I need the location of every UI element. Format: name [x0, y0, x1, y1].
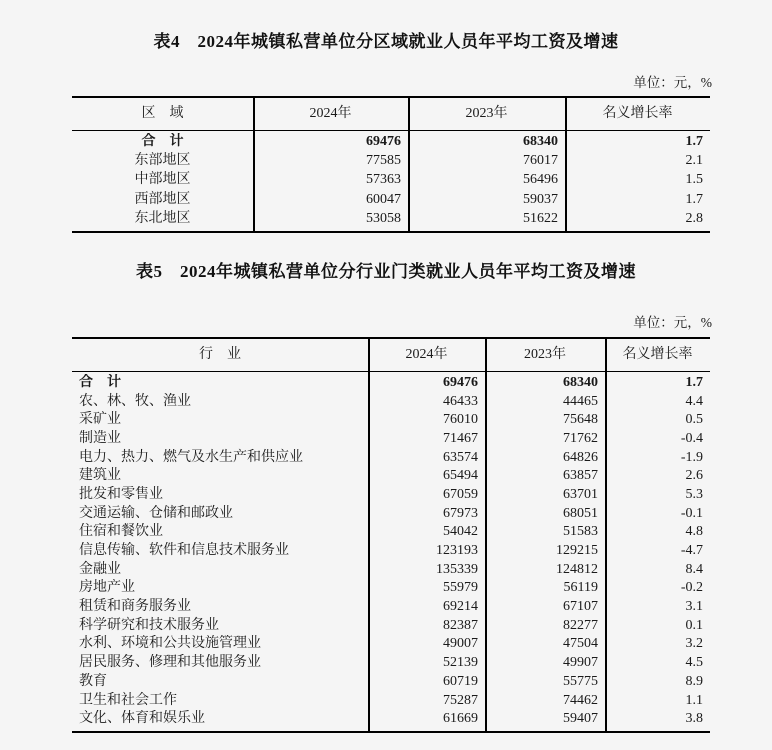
row-label: 金融业 [79, 561, 121, 577]
row-label: 批发和零售业 [79, 486, 163, 502]
row-label: 教育 [79, 673, 107, 689]
column-divider [605, 339, 607, 731]
cell-2024: 135339 [436, 561, 478, 577]
cell-growth: 3.8 [685, 711, 703, 727]
table-header-row [72, 339, 710, 372]
cell-growth: 1.7 [685, 191, 703, 207]
cell-2024: 123193 [436, 543, 478, 559]
row-label: 制造业 [79, 430, 121, 446]
cell-growth: -0.4 [680, 430, 703, 446]
row-label: 合 计 [141, 134, 184, 150]
table-row [72, 542, 710, 561]
cell-2023: 44465 [563, 393, 598, 409]
cell-2024: 75287 [443, 692, 478, 708]
table5-industry-wage-table [72, 337, 710, 733]
cell-2024: 57363 [366, 172, 401, 188]
cell-growth: -4.7 [680, 543, 703, 559]
table-header-row [72, 98, 710, 131]
cell-growth: 1.1 [685, 692, 703, 708]
row-label: 居民服务、修理和其他服务业 [79, 655, 261, 671]
cell-2023: 51583 [563, 524, 598, 540]
table-row [72, 504, 710, 523]
cell-2023: 63701 [563, 486, 598, 502]
row-label: 采矿业 [79, 412, 121, 428]
cell-2023: 68340 [523, 134, 558, 150]
cell-2024: 65494 [443, 468, 478, 484]
cell-2024: 46433 [443, 393, 478, 409]
cell-growth: 5.3 [685, 486, 703, 502]
cell-2023: 67107 [563, 599, 598, 615]
row-label: 合 计 [79, 374, 121, 390]
cell-2024: 61669 [443, 711, 478, 727]
row-label: 租赁和商务服务业 [79, 599, 191, 615]
table5-title: 表5 2024年城镇私营单位分行业门类就业人员年平均工资及增速 [136, 262, 636, 281]
cell-2024: 69476 [366, 134, 401, 150]
cell-growth: 3.2 [685, 636, 703, 652]
cell-2024: 63574 [443, 449, 478, 465]
cell-growth: 0.1 [685, 617, 703, 633]
table-row [72, 374, 710, 393]
row-label: 信息传输、软件和信息技术服务业 [79, 543, 289, 559]
table-row [72, 467, 710, 486]
table-row [72, 598, 710, 617]
column-header-2: 2023年 [524, 347, 566, 362]
table-row [72, 152, 710, 171]
table-row [72, 190, 710, 209]
cell-2024: 71467 [443, 430, 478, 446]
cell-2023: 64826 [563, 449, 598, 465]
table-row [72, 209, 710, 228]
cell-growth: 4.8 [685, 524, 703, 540]
column-divider [408, 98, 410, 231]
cell-2023: 56496 [523, 172, 558, 188]
cell-growth: 8.4 [685, 561, 703, 577]
row-label: 文化、体育和娱乐业 [79, 711, 205, 727]
table-row [72, 448, 710, 467]
row-label: 住宿和餐饮业 [79, 524, 163, 540]
cell-2024: 69214 [443, 599, 478, 615]
cell-growth: 3.1 [685, 599, 703, 615]
column-header-1: 2024年 [309, 106, 352, 121]
cell-growth: 8.9 [685, 673, 703, 689]
cell-growth: 4.4 [685, 393, 703, 409]
cell-2023: 56119 [563, 580, 598, 596]
cell-2023: 82277 [563, 617, 598, 633]
cell-2023: 55775 [563, 673, 598, 689]
table-body [72, 131, 710, 231]
cell-2023: 76017 [523, 153, 558, 169]
table-row [72, 710, 710, 729]
cell-growth: 4.5 [685, 655, 703, 671]
cell-2024: 52139 [443, 655, 478, 671]
table5-unit-label: 单位：元，% [633, 315, 712, 330]
table4-region-wage-table [72, 96, 710, 233]
row-label: 房地产业 [79, 580, 135, 596]
cell-2024: 53058 [366, 210, 401, 226]
cell-2024: 55979 [443, 580, 478, 596]
cell-2024: 67059 [443, 486, 478, 502]
cell-2024: 82387 [443, 617, 478, 633]
row-label: 中部地区 [134, 172, 191, 188]
cell-2024: 77585 [366, 153, 401, 169]
column-header-2: 2023年 [465, 106, 508, 121]
table4-unit-label: 单位：元，% [633, 75, 712, 90]
column-divider [485, 339, 487, 731]
cell-2023: 59407 [563, 711, 598, 727]
table-row [72, 523, 710, 542]
column-header-0: 行 业 [199, 347, 241, 362]
column-divider [565, 98, 567, 231]
cell-growth: -0.2 [680, 580, 703, 596]
cell-2024: 60719 [443, 673, 478, 689]
table-row [72, 691, 710, 710]
cell-growth: -1.9 [680, 449, 703, 465]
row-label: 交通运输、仓储和邮政业 [79, 505, 233, 521]
cell-growth: 2.8 [685, 210, 703, 226]
table-row [72, 430, 710, 449]
column-header-0: 区 域 [141, 106, 184, 121]
column-divider [368, 339, 370, 731]
cell-2024: 69476 [443, 374, 478, 390]
table-row [72, 654, 710, 673]
cell-2023: 75648 [563, 412, 598, 428]
column-header-3: 名义增长率 [622, 347, 693, 362]
cell-2023: 74462 [563, 692, 598, 708]
table-row [72, 411, 710, 430]
cell-2024: 60047 [366, 191, 401, 207]
table-row [72, 486, 710, 505]
column-divider [253, 98, 255, 231]
table-row [72, 133, 710, 152]
row-label: 西部地区 [134, 191, 191, 207]
cell-2023: 49907 [563, 655, 598, 671]
cell-2023: 124812 [556, 561, 598, 577]
cell-growth: -0.1 [680, 505, 703, 521]
row-label: 建筑业 [79, 468, 121, 484]
cell-2023: 68051 [563, 505, 598, 521]
cell-2023: 59037 [523, 191, 558, 207]
cell-2023: 63857 [563, 468, 598, 484]
table-row [72, 560, 710, 579]
row-label: 东部地区 [134, 153, 191, 169]
cell-growth: 1.7 [685, 374, 703, 390]
column-header-3: 名义增长率 [602, 106, 673, 121]
table-row [72, 616, 710, 635]
table-row [72, 171, 710, 190]
cell-2023: 71762 [563, 430, 598, 446]
cell-2023: 47504 [563, 636, 598, 652]
column-header-1: 2024年 [405, 347, 448, 362]
table-row [72, 635, 710, 654]
table-body [72, 372, 710, 731]
cell-growth: 1.5 [685, 172, 703, 188]
row-label: 科学研究和技术服务业 [79, 617, 219, 633]
cell-2024: 67973 [443, 505, 478, 521]
table-row [72, 579, 710, 598]
cell-growth: 1.7 [685, 134, 703, 150]
cell-2024: 54042 [443, 524, 478, 540]
row-label: 农、林、牧、渔业 [79, 393, 191, 409]
cell-2023: 51622 [523, 210, 558, 226]
table4-title: 表4 2024年城镇私营单位分区域就业人员年平均工资及增速 [153, 32, 619, 51]
table-row [72, 392, 710, 411]
cell-2023: 129215 [556, 543, 598, 559]
row-label: 电力、热力、燃气及水生产和供应业 [79, 449, 303, 465]
cell-growth: 0.5 [685, 412, 703, 428]
row-label: 水利、环境和公共设施管理业 [79, 636, 261, 652]
cell-2024: 76010 [443, 412, 478, 428]
table-row [72, 673, 710, 692]
cell-2023: 68340 [563, 374, 598, 390]
cell-growth: 2.6 [685, 468, 703, 484]
cell-growth: 2.1 [685, 153, 703, 169]
cell-2024: 49007 [443, 636, 478, 652]
row-label: 卫生和社会工作 [79, 692, 177, 708]
row-label: 东北地区 [134, 210, 191, 226]
